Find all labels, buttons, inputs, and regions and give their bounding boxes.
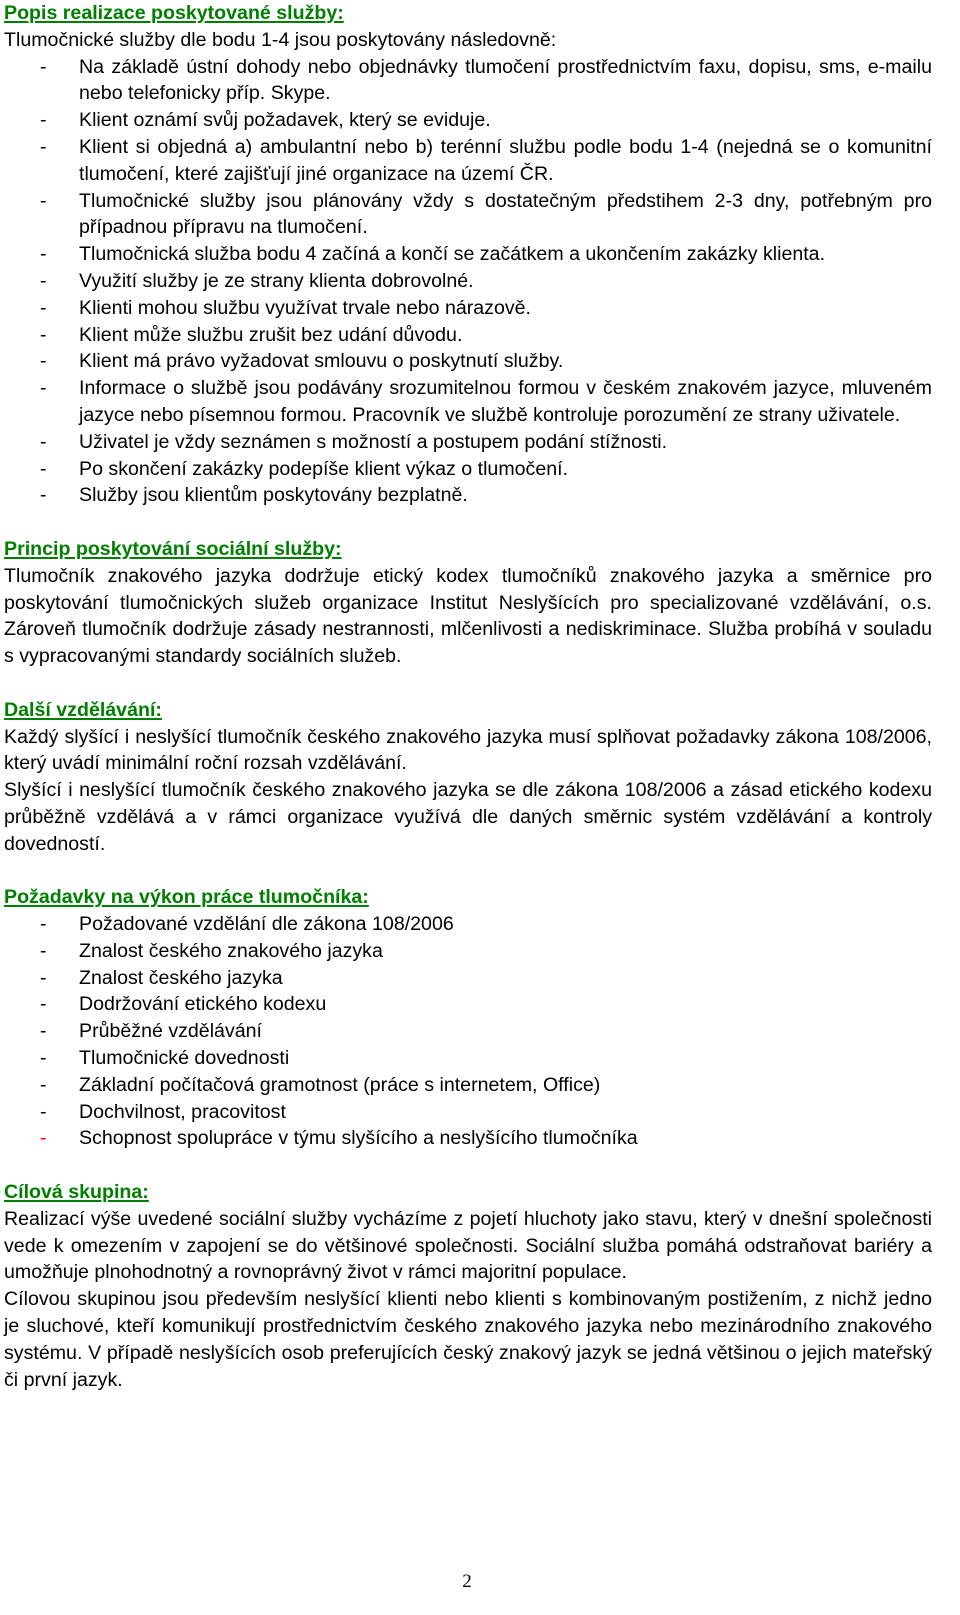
skupina-paragraph-2: Cílovou skupinou jsou především neslyšící klienti nebo klienti s kombinovaným postižením, z nichž jedno je sluchové, kteří komunikují prostřednictvím českého znakového jazyka nebo mezinárodního znakového systému. V případě neslyšících osob preferujících český znakový jazyk se jedná většinou o jejich mateřský či první jazyk. — [4, 1288, 932, 1391]
dash-bullet: - — [40, 966, 47, 989]
dash-bullet: - — [40, 457, 47, 480]
list-item: - Uživatel je vždy seznámen s možností a postupem podání stížnosti. — [4, 429, 932, 456]
section-princip — [4, 536, 932, 670]
dash-bullet: - — [40, 350, 47, 373]
section-popis — [4, 0, 932, 509]
list-item: - Tlumočnická služba bodu 4 začíná a končí se začátkem a ukončením zakázky klienta. — [4, 241, 932, 268]
list-item: - Tlumočnické služby jsou plánovány vždy s dostatečným předstihem 2-3 dny, potřebným pro případnou přípravu na tlumočení. — [40, 189, 932, 239]
popis-intro: Tlumočnické služby dle bodu 1-4 jsou poskytovány následovně: — [4, 28, 557, 51]
list-item: - Tlumočnické dovednosti — [4, 1045, 932, 1072]
list-item: - Znalost českého znakového jazyka — [4, 938, 932, 965]
dash-bullet: - — [40, 1073, 47, 1096]
list-item: - Dochvilnost, pracovitost — [4, 1099, 932, 1126]
princip-paragraph: Tlumočník znakového jazyka dodržuje etický kodex tlumočníků znakového jazyka a směrnice pro poskytování tlumočnických služeb organizace Institut Neslyšících pro specializované vzdělávání, o.s. Zároveň tlumočník dodržuje zásady nestrannosti, mlčenlivosti a nediskriminace. Služba probíhá v souladu s vypracovanými standardy sociálních služeb. — [4, 564, 932, 668]
page-number: 2 — [462, 1571, 472, 1592]
dash-bullet: - — [40, 993, 47, 1016]
list-item: - Na základě ústní dohody nebo objednávky tlumočení prostřednictvím faxu, dopisu, sms, e-mailu nebo telefonicky příp. Skype. — [40, 55, 932, 105]
dash-bullet: - — [40, 430, 47, 453]
dash-bullet: - — [40, 1020, 47, 1043]
list-item: - Po skončení zakázky podepíše klient výkaz o tlumočení. — [4, 456, 932, 483]
section-vzdelavani — [4, 697, 932, 858]
dash-bullet: - — [40, 1047, 47, 1070]
pozadavky-list — [4, 911, 932, 1152]
heading-vzdelavani: Další vzdělávání: — [4, 698, 162, 721]
dash-bullet: - — [40, 296, 47, 319]
heading-pozadavky: Požadavky na výkon práce tlumočníka: — [4, 886, 369, 909]
list-item: - Klient může službu zrušit bez udání důvodu. — [4, 322, 932, 349]
dash-bullet: - — [40, 189, 47, 212]
heading-princip: Princip poskytování sociální služby: — [4, 537, 342, 560]
dash-bullet: - — [40, 243, 47, 266]
vzdelavani-paragraph-2: Slyšící i neslyšící tlumočník českého znakového jazyka se dle zákona 108/2006 a zásad etického kodexu průběžně vzdělává a v rámci organizace využívá dle daných směrnic systém vzdělávání a kontroly dovedností. — [4, 779, 932, 855]
list-item: - Schopnost spolupráce v týmu slyšícího a neslyšícího tlumočníka — [4, 1125, 932, 1152]
dash-bullet: - — [40, 269, 47, 292]
list-item: - Využití služby je ze strany klienta dobrovolné. — [4, 268, 932, 295]
list-item: - Klient má právo vyžadovat smlouvu o poskytnutí služby. — [4, 348, 932, 375]
dash-bullet: - — [40, 55, 47, 78]
dash-bullet: - — [40, 1100, 47, 1123]
list-item: - Znalost českého jazyka — [4, 965, 932, 992]
dash-bullet: - — [40, 913, 47, 936]
list-item: - Požadované vzdělání dle zákona 108/2006 — [4, 911, 932, 938]
dash-bullet: - — [40, 939, 47, 962]
list-item: - Základní počítačová gramotnost (práce s internetem, Office) — [4, 1072, 932, 1099]
dash-bullet: - — [40, 377, 47, 400]
heading-popis: Popis realizace poskytované služby: — [4, 2, 344, 24]
list-item: - Dodržování etického kodexu — [4, 991, 932, 1018]
dash-bullet: - — [40, 1127, 47, 1150]
dash-bullet: - — [40, 109, 47, 132]
dash-bullet: - — [40, 484, 47, 507]
vzdelavani-paragraph-1: Každý slyšící i neslyšící tlumočník českého znakového jazyka musí splňovat požadavky zákona 108/2006, který uvádí minimální roční rozsah vzdělávání. — [4, 725, 932, 775]
list-item: - Služby jsou klientům poskytovány bezplatně. — [4, 482, 932, 509]
dash-bullet: - — [40, 135, 47, 158]
section-skupina — [4, 1179, 932, 1393]
skupina-paragraph-1: Realizací výše uvedené sociální služby vycházíme z pojetí hluchoty jako stavu, který v dnešní společnosti vede k omezením v zapojení se do většinové společnosti. Sociální služba pomáhá odstraňovat bariéry a umožňuje plnohodnotný a rovnoprávný život v rámci majoritní populace. — [4, 1207, 932, 1284]
list-item: - Průběžné vzdělávání — [4, 1018, 932, 1045]
section-pozadavky — [4, 884, 932, 1152]
heading-skupina: Cílová skupina: — [4, 1181, 149, 1204]
popis-list — [4, 54, 932, 510]
list-item: - Klienti mohou službu využívat trvale nebo nárazově. — [4, 295, 932, 322]
document-page — [4, 0, 932, 1393]
list-item: - Informace o službě jsou podávány srozumitelnou formou v českém znakovém jazyce, mluveném jazyce nebo písemnou formou. Pracovník ve službě kontroluje porozumění ze strany uživatele. — [40, 377, 932, 426]
list-item: - Klient si objedná a) ambulantní nebo b) terénní službu podle bodu 1-4 (nejedná se o komunitní tlumočení, které zajišťují jiné organizace na území ČR. — [40, 135, 932, 185]
dash-bullet: - — [40, 323, 47, 346]
list-item: - Klient oznámí svůj požadavek, který se eviduje. — [4, 107, 932, 134]
